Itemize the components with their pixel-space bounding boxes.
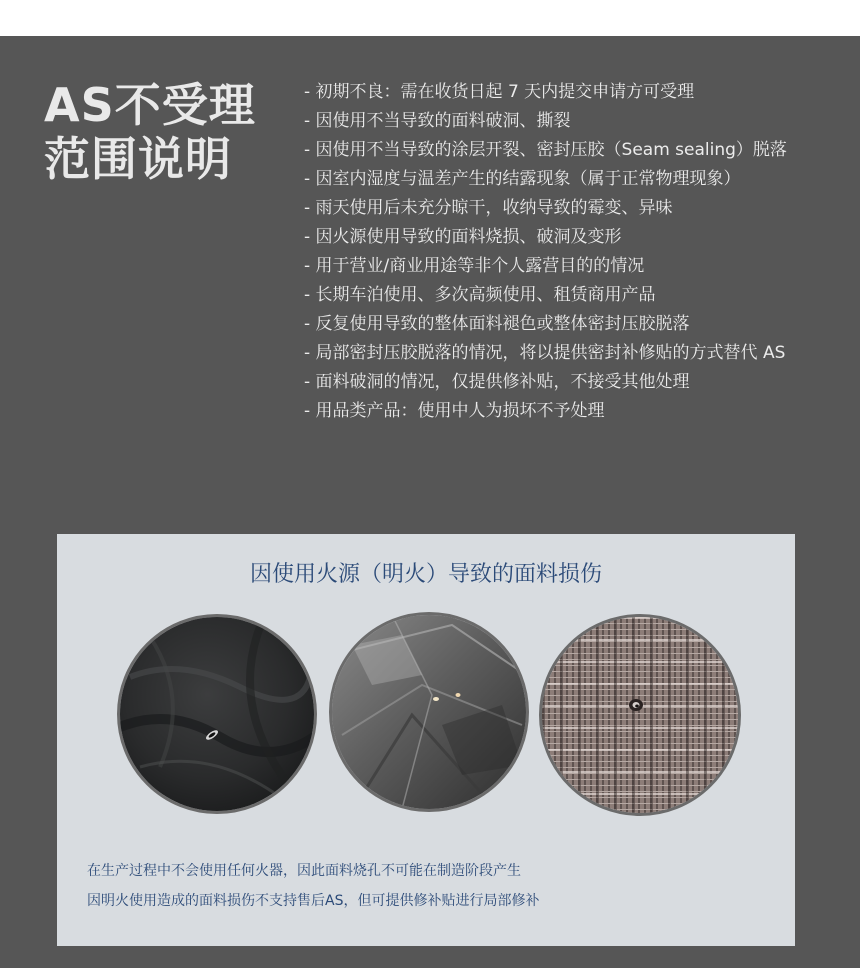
section-title-line-1: AS不受理 (44, 78, 256, 132)
section-title-line-2: 范围说明 (44, 132, 232, 186)
grey-fabric-melt-photo (329, 612, 529, 812)
rule-item: - 因火源使用导致的面料烧损、破洞及变形 (304, 227, 622, 247)
rule-item: - 局部密封压胶脱落的情况，将以提供密封补修贴的方式替代 AS (304, 343, 786, 363)
rule-item: - 因室内湿度与温差产生的结露现象（属于正常物理现象） (304, 169, 741, 189)
rule-item: - 用品类产品：使用中人为损坏不予处理 (304, 401, 605, 421)
fire-damage-card-title: 因使用火源（明火）导致的面料损伤 (249, 562, 602, 587)
plaid-fabric-burn-hole-photo (539, 614, 741, 816)
fire-damage-card (57, 534, 795, 946)
dark-fabric-burn-hole-photo (117, 614, 317, 814)
rule-item: - 因使用不当导致的涂层开裂、密封压胶（Seam sealing）脱落 (304, 140, 787, 160)
fire-damage-notes (87, 856, 539, 916)
rule-item: - 反复使用导致的整体面料褪色或整体密封压胶脱落 (304, 314, 690, 334)
exclusion-rules-list (304, 78, 787, 426)
rule-item: - 长期车泊使用、多次高频使用、租赁商用产品 (304, 285, 656, 305)
rule-item: - 初期不良：需在收货日起 7 天内提交申请方可受理 (304, 82, 695, 102)
rule-item: - 面料破洞的情况，仅提供修补贴，不接受其他处理 (304, 372, 690, 392)
fire-damage-note: 因明火使用造成的面料损伤不支持售后AS，但可提供修补贴进行局部修补 (87, 893, 540, 909)
rule-item: - 雨天使用后未充分晾干，收纳导致的霉变、异味 (304, 198, 673, 218)
rule-item: - 因使用不当导致的面料破洞、撕裂 (304, 111, 571, 131)
top-white-strip (0, 0, 860, 36)
section-title (44, 78, 256, 186)
rule-item: - 用于营业/商业用途等非个人露营目的的情况 (304, 256, 645, 276)
fire-damage-note: 在生产过程中不会使用任何火器，因此面料烧孔不可能在制造阶段产生 (87, 863, 521, 879)
